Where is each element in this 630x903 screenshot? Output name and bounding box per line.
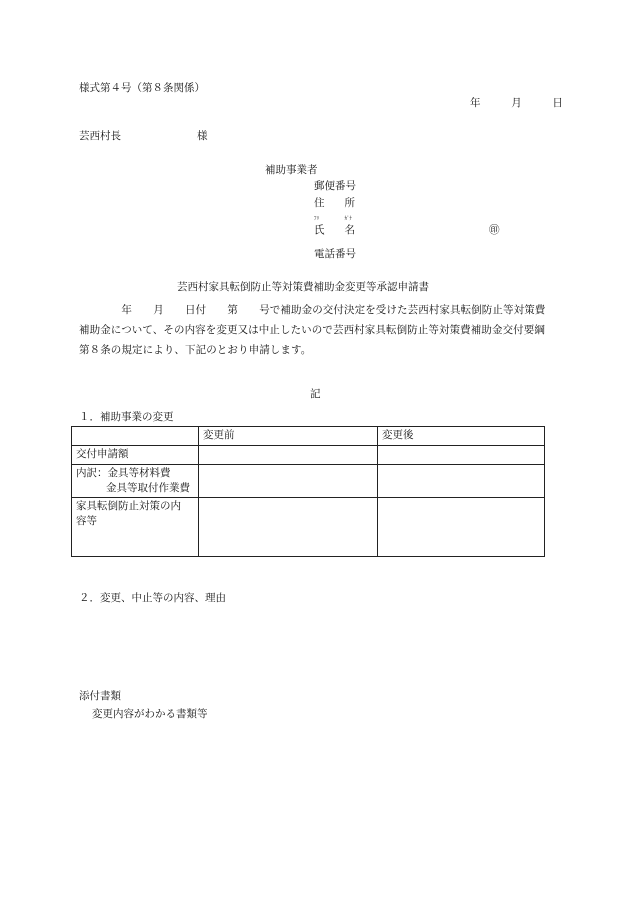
postal-code-label: 郵便番号 <box>314 180 356 192</box>
table-header-row <box>72 427 545 446</box>
table-header-blank <box>72 427 199 446</box>
cell-after[interactable] <box>378 498 545 557</box>
document-title: 芸西村家具転倒防止等対策費補助金変更等承認申請書 <box>177 281 429 293</box>
table-row <box>72 498 545 557</box>
date-year: 年 <box>470 97 481 109</box>
cell-after[interactable] <box>378 446 545 465</box>
body-paragraph: 年 月 日付 第 号で補助金の交付決定を受けた芸西村家具転倒防止等対策費補助金について、その内容を変更又は中止したいので芸西村家具転倒防止等対策費補助金交付要綱第８条の規定により、下記のとおり申請します。 <box>79 304 546 356</box>
addressee-name: 芸西村長 <box>79 130 121 142</box>
table-row <box>72 446 545 465</box>
name-label: ﾌﾘ 氏 ｶﾞﾅ 名 <box>314 216 355 236</box>
table-header-before: 変更前 <box>199 427 378 446</box>
date-day: 日 <box>552 97 563 109</box>
attachments-item: 変更内容がわかる書類等 <box>92 708 208 720</box>
form-number: 様式第４号（第８条関係） <box>79 82 205 94</box>
phone-label: 電話番号 <box>314 248 356 260</box>
row-label-breakdown: 内訳：金具等材料費 金具等取付作業費 <box>72 465 199 498</box>
table-row <box>72 465 545 498</box>
attachments-heading: 添付書類 <box>79 690 121 702</box>
seal-mark: ㊞ <box>489 224 500 236</box>
furigana-furi: ﾌﾘ <box>314 216 320 222</box>
address-label: 住 所 <box>314 197 355 209</box>
section1-heading: １．補助事業の変更 <box>79 411 174 423</box>
applicant-header: 補助事業者 <box>265 164 318 176</box>
row-label-measures: 家具転倒防止対策の内 容等 <box>72 498 199 557</box>
addressee-honorific: 様 <box>197 130 208 142</box>
furigana-gana: ｶﾞﾅ <box>344 216 353 222</box>
date-month: 月 <box>511 97 522 109</box>
table-header-after: 変更後 <box>378 427 545 446</box>
cell-before[interactable] <box>199 446 378 465</box>
change-table <box>71 426 545 557</box>
section2-heading: ２．変更、中止等の内容、理由 <box>79 592 226 604</box>
cell-after[interactable] <box>378 465 545 498</box>
cell-before[interactable] <box>199 465 378 498</box>
ki-label: 記 <box>310 388 321 400</box>
cell-before[interactable] <box>199 498 378 557</box>
row-label-grant-amount: 交付申請額 <box>72 446 199 465</box>
date-line <box>470 97 563 110</box>
